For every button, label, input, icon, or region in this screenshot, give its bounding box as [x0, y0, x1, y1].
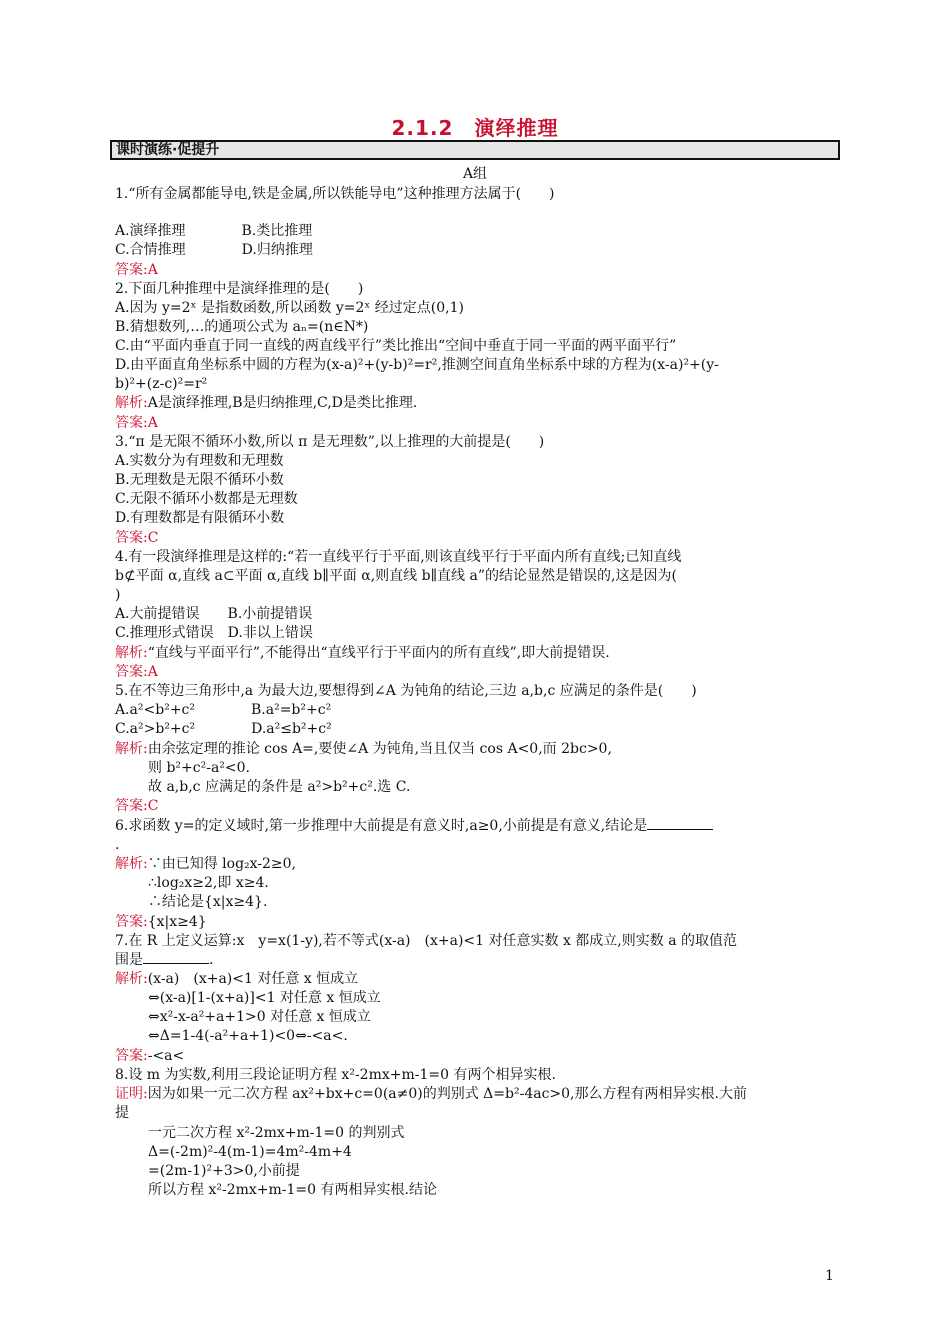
line-text: B.无理数是无限不循环小数 [115, 472, 284, 488]
line-text: 2.下面几种推理中是演绎推理的是( ) [115, 281, 364, 297]
group-label: A组 [462, 166, 488, 182]
line-text: ⇔Δ=1-4(-a²+a+1)<0⇔-<a<. [148, 1028, 348, 1044]
line-text: 由余弦定理的推论 cos A=,要使∠A 为钝角,当且仅当 cos A<0,而 2bc>0, [147, 741, 612, 757]
line-text: 8.设 m 为实数,利用三段论证明方程 x²-2mx+m-1=0 有两个相异实根. [115, 1067, 556, 1083]
answer-label: 答案: [115, 1048, 148, 1064]
text-line [115, 932, 737, 950]
text-line [115, 414, 158, 432]
line-text: A.因为 y=2ˣ 是指数函数,所以函数 y=2ˣ 经过定点(0,1) [115, 300, 464, 316]
line-text: ∴结论是{x|x≥4}. [148, 894, 268, 910]
answer-label: 解析: [115, 645, 148, 661]
text-line [115, 663, 158, 681]
line-text: A.实数分为有理数和无理数 [115, 453, 284, 469]
text-line [148, 874, 269, 892]
text-line [115, 682, 697, 700]
text-line [115, 567, 677, 585]
line-text: C.无限不循环小数都是无理数 [115, 491, 298, 507]
text-line [148, 893, 267, 911]
line-text: 6.求函数 y=的定义域时,第一步推理中大前提是有意义时,a≥0,小前提是有意义,结论是 [115, 818, 648, 834]
answer-label: 解析: [115, 395, 148, 411]
line-text: 则 b²+c²-a²<0. [148, 760, 250, 776]
line-text: 5.在不等边三角形中,a 为最大边,要想得到∠A 为钝角的结论,三边 a,b,c 应满足的条件是( ) [115, 683, 697, 699]
line-text: D.有理数都是有限循环小数 [115, 510, 285, 526]
text-line [115, 509, 284, 527]
line-text: 答案:C [115, 798, 159, 814]
line-text: ∴log₂x≥2,即 x≥4. [148, 875, 269, 891]
text-line [115, 855, 296, 873]
text-line [115, 1085, 747, 1103]
line-text: C.推理形式错误 D.非以上错误 [115, 625, 313, 641]
line-text: ) [115, 587, 121, 603]
line-tail: . [209, 952, 214, 968]
text-line [148, 1143, 352, 1161]
text-line [115, 644, 610, 662]
text-line [115, 337, 676, 355]
line-text: 答案:A [115, 415, 158, 431]
text-line [115, 222, 312, 240]
answer-label: 答案: [115, 914, 148, 930]
text-line [115, 452, 284, 470]
text-line [115, 394, 417, 412]
text-line [115, 490, 298, 508]
text-line [115, 951, 213, 969]
text-line [115, 1104, 129, 1122]
line-text: B.猜想数列,…的通项公式为 aₙ=(n∈N*) [115, 319, 369, 335]
line-text: {x|x≥4} [147, 914, 207, 930]
text-line [115, 185, 555, 203]
text-line [148, 1124, 405, 1142]
section-header-bar [110, 140, 840, 160]
line-text: C.合情推理 D.归纳推理 [115, 242, 313, 258]
text-line [115, 797, 158, 815]
line-text: Δ=(-2m)²-4(m-1)=4m²-4m+4 [148, 1144, 352, 1160]
text-line [148, 759, 250, 777]
line-text: A.演绎推理 B.类比推理 [115, 223, 313, 239]
line-text: A.a²<b²+c² B.a²=b²+c² [115, 702, 332, 718]
line-text: ⇔x²-x-a²+a+1>0 对任意 x 恒成立 [148, 1009, 371, 1025]
text-line [115, 261, 158, 279]
answer-label: 证明: [115, 1086, 148, 1102]
text-line [115, 241, 313, 259]
text-line [115, 1066, 556, 1084]
text-line [115, 605, 312, 623]
text-line [115, 529, 158, 547]
text-line [115, 720, 332, 738]
line-text: =(2m-1)²+3>0,小前提 [148, 1163, 300, 1179]
line-text: D.由平面直角坐标系中圆的方程为(x-a)²+(y-b)²=r²,推测空间直角坐标系中球的方程为(x-a)²+(y- [115, 357, 719, 373]
text-line [115, 548, 681, 566]
line-text: ⇔(x-a)[1-(x+a)]<1 对任意 x 恒成立 [148, 990, 381, 1006]
line-text: 7.在 R 上定义运算:x y=x(1-y),若不等式(x-a) (x+a)<1 对任意实数 x 都成立,则实数 a 的取值范 [115, 933, 737, 949]
line-text: 所以方程 x²-2mx+m-1=0 有两相异实根.结论 [148, 1182, 437, 1198]
text-line [115, 471, 284, 489]
text-line [115, 356, 719, 374]
text-line [115, 433, 544, 451]
text-line [115, 817, 713, 835]
line-text: (x-a) (x+a)<1 对任意 x 恒成立 [147, 971, 359, 987]
line-text: “直线与平面平行”,不能得出“直线平行于平面内的所有直线”,即大前提错误. [147, 645, 610, 661]
answer-label: 解析: [115, 856, 148, 872]
text-line [115, 740, 612, 758]
text-line [148, 1181, 437, 1199]
text-line [115, 970, 358, 988]
text-line [115, 913, 207, 931]
answer-label: 解析: [115, 741, 148, 757]
line-text: A.大前提错误 B.小前提错误 [115, 606, 313, 622]
line-text: 1.“所有金属都能导电,铁是金属,所以铁能导电”这种推理方法属于( ) [115, 186, 555, 202]
line-text: 提 [115, 1105, 129, 1121]
answer-label: 解析: [115, 971, 148, 987]
line-text: 答案:A [115, 262, 158, 278]
line-text: b⊄平面 α,直线 a⊂平面 α,直线 b∥平面 α,则直线 b∥直线 a”的结论显然是错误的,这是因为( [115, 568, 677, 584]
text-line [115, 586, 120, 604]
text-line [115, 318, 368, 336]
text-line [148, 989, 381, 1007]
line-text: ∵由已知得 log₂x-2≥0, [147, 856, 297, 872]
text-line [115, 624, 313, 642]
line-text: 答案:A [115, 664, 158, 680]
page-title: 2.1.2 演绎推理 [391, 116, 559, 140]
page-number: 1 [825, 1268, 834, 1284]
text-line [148, 1008, 371, 1026]
line-text: 一元二次方程 x²-2mx+m-1=0 的判别式 [148, 1125, 405, 1141]
text-line [115, 701, 331, 719]
text-line [115, 299, 464, 317]
text-line [115, 280, 363, 298]
fill-in-blank [647, 817, 713, 830]
text-line [115, 1047, 184, 1065]
text-line [115, 836, 119, 854]
line-text: 答案:C [115, 530, 159, 546]
line-text: C.由“平面内垂直于同一直线的两直线平行”类比推出“空间中垂直于同一平面的两平面平行” [115, 338, 677, 354]
line-text: 3.“π 是无限不循环小数,所以 π 是无理数”,以上推理的大前提是( ) [115, 434, 545, 450]
text-line [148, 778, 410, 796]
line-text: . [115, 837, 120, 853]
text-line [115, 375, 207, 393]
line-text: 故 a,b,c 应满足的条件是 a²>b²+c².选 C. [148, 779, 411, 795]
fill-in-blank [143, 951, 209, 964]
line-text: 围是 [115, 952, 143, 968]
line-text: -<a< [147, 1048, 185, 1064]
line-text: A是演绎推理,B是归纳推理,C,D是类比推理. [147, 395, 418, 411]
line-text: 4.有一段演绎推理是这样的:“若一直线平行于平面,则该直线平行于平面内所有直线;已知直线 [115, 549, 682, 565]
line-text: b)²+(z-c)²=r² [115, 376, 208, 392]
line-text: 因为如果一元二次方程 ax²+bx+c=0(a≠0)的判别式 Δ=b²-4ac>0,那么方程有两相异实根.大前 [147, 1086, 747, 1102]
section-header-label: 课时演练·促提升 [116, 142, 220, 158]
line-text: C.a²>b²+c² D.a²≤b²+c² [115, 721, 332, 737]
text-line [148, 1027, 348, 1045]
text-line [148, 1162, 300, 1180]
